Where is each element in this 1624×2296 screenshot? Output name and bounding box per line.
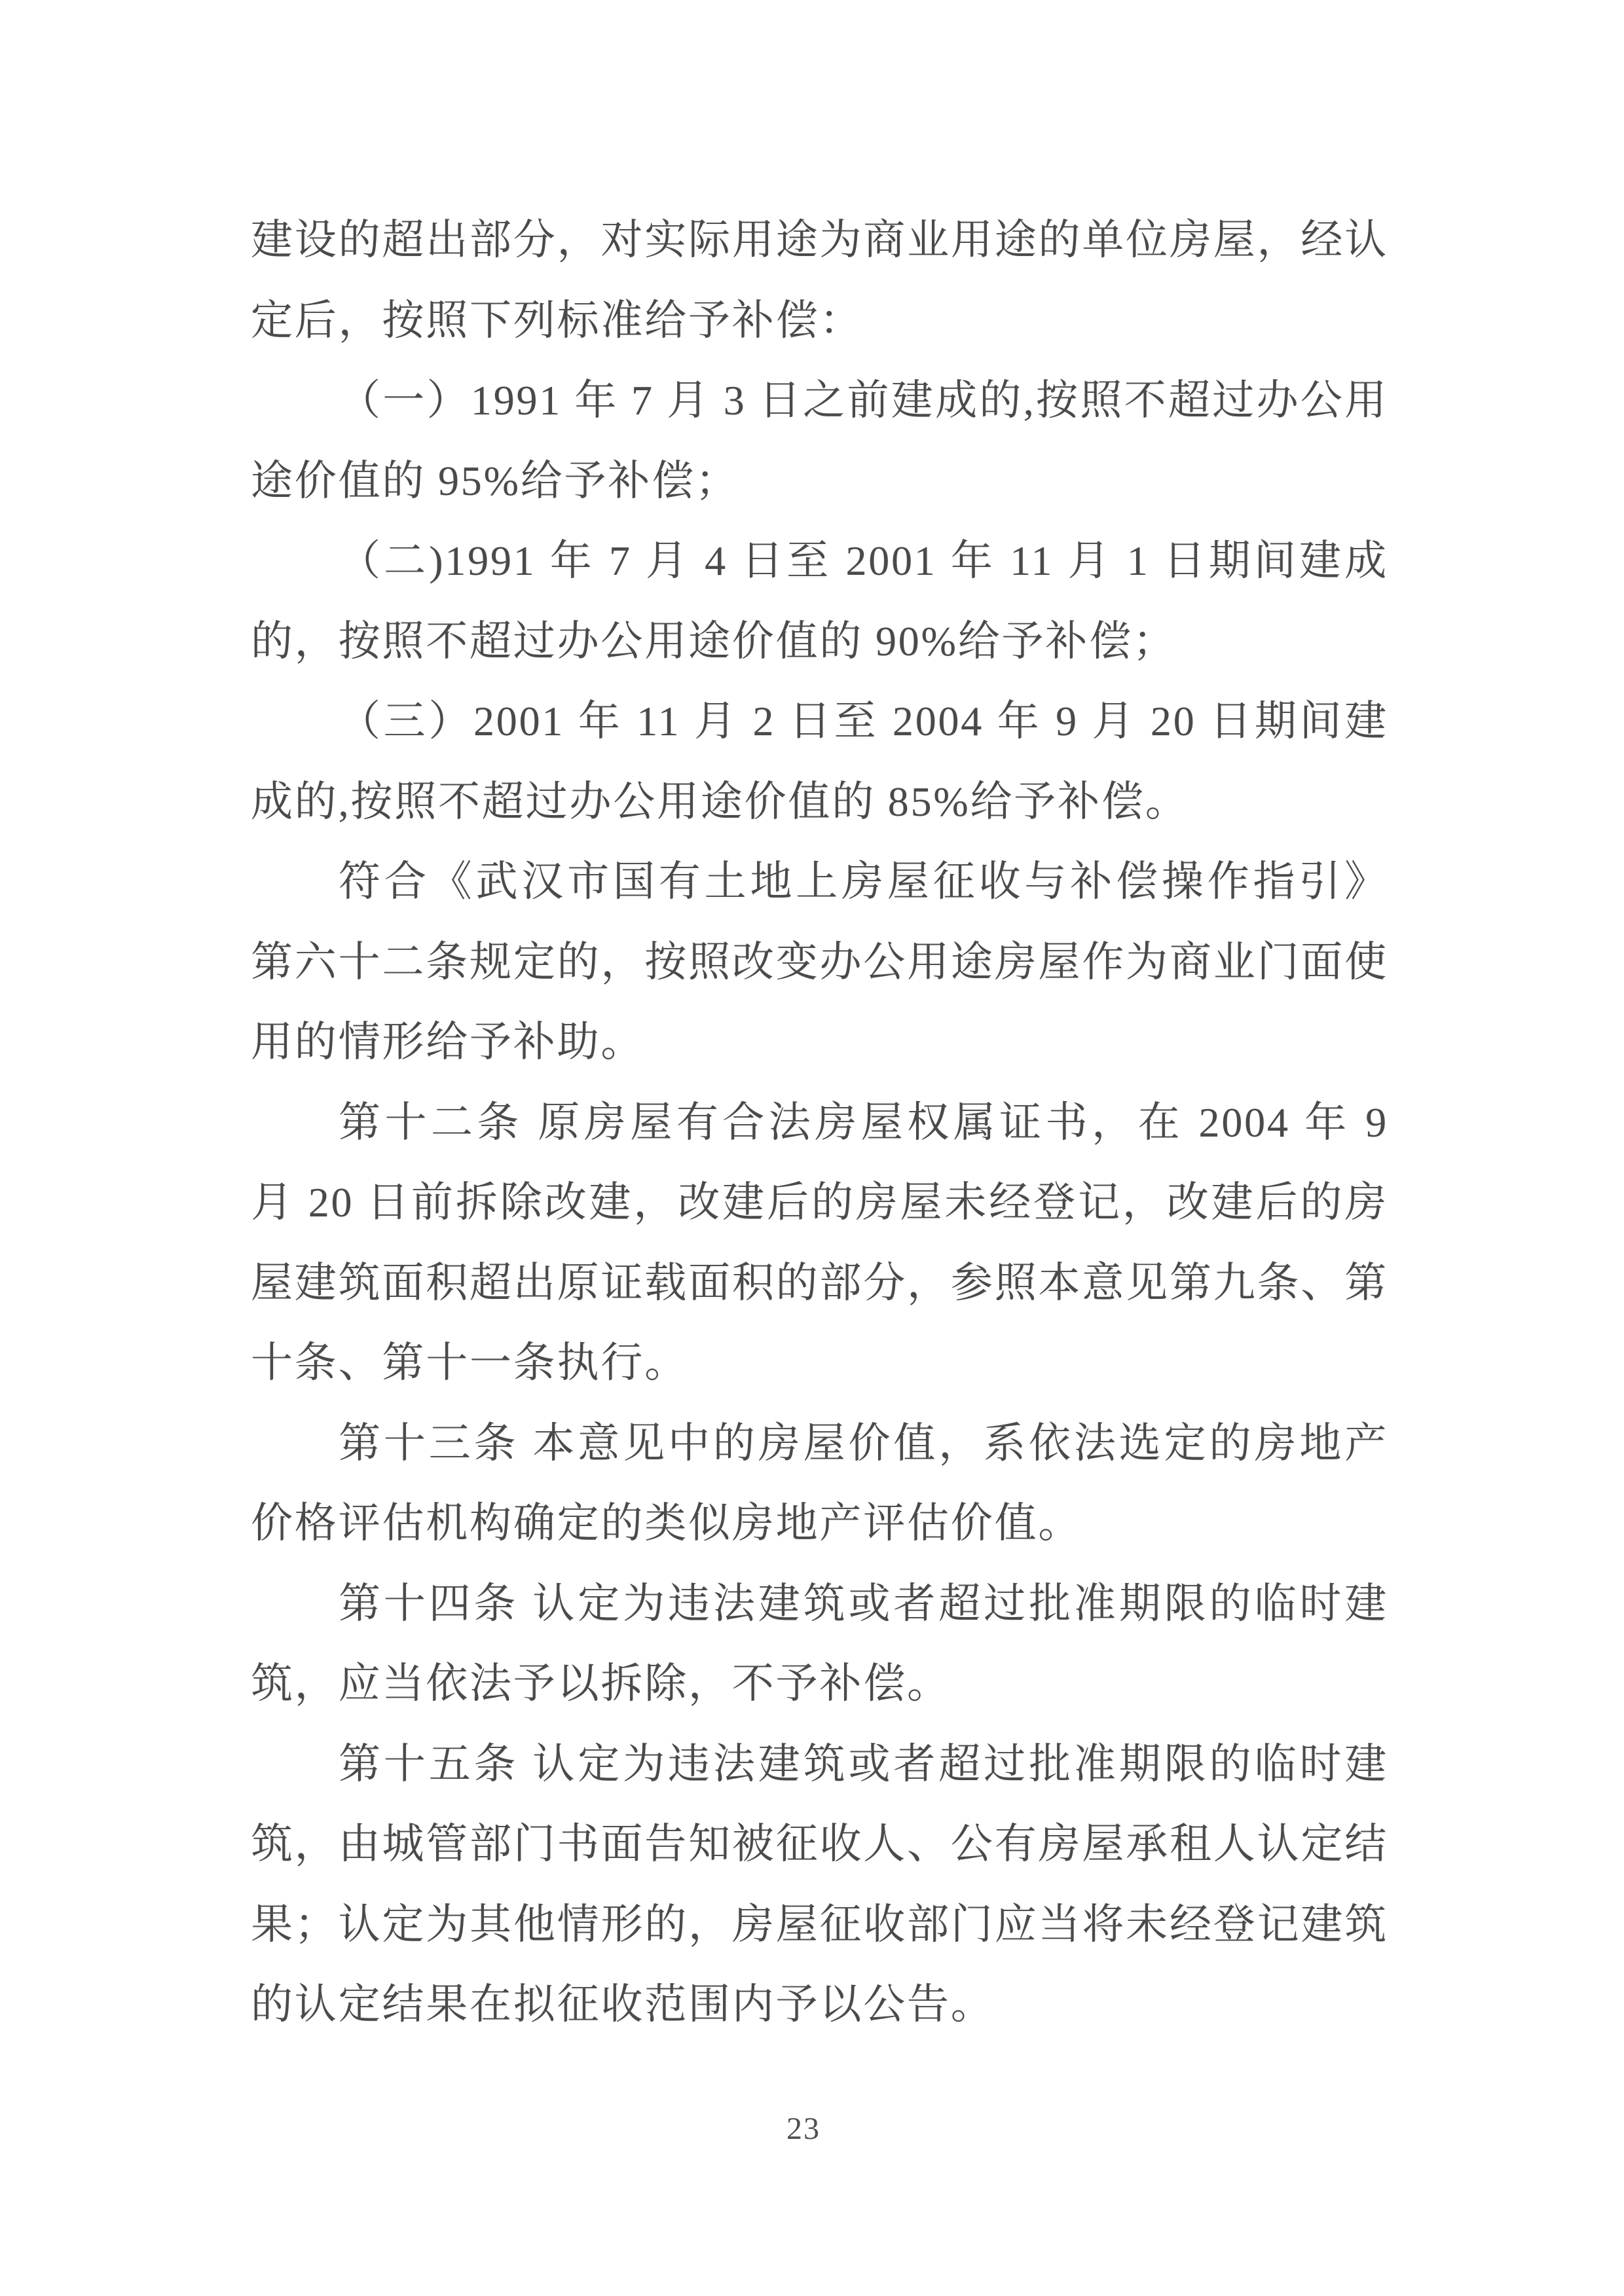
paragraph-item-1: （一）1991 年 7 月 3 日之前建成的,按照不超过办公用途价值的 95%给予补偿； (251, 377, 1388, 504)
paragraph-article-14: 第十四条 认定为违法建筑或者超过批准期限的临时建筑，应当依法予以拆除，不予补偿。 (251, 1580, 1388, 1707)
paragraph-item-2: （二)1991 年 7 月 4 日至 2001 年 11 月 1 日期间建成的，按照不超过办公用途价值的 90%给予补偿； (251, 538, 1388, 665)
paragraph-article-13: 第十三条 本意见中的房屋价值，系依法选定的房地产价格评估机构确定的类似房地产评估价值。 (251, 1419, 1388, 1546)
paragraph-guideline: 符合《武汉市国有土地上房屋征收与补偿操作指引》第六十二条规定的，按照改变办公用途房屋作为商业门面使用的情形给予补助。 (251, 858, 1388, 1065)
paragraph-continued-intro: 建设的超出部分，对实际用途为商业用途的单位房屋，经认定后，按照下列标准给予补偿： (251, 217, 1388, 344)
document-text-block (251, 200, 1388, 2045)
paragraph-item-3: （三）2001 年 11 月 2 日至 2004 年 9 月 20 日期间建成的,按照不超过办公用途价值的 85%给予补偿。 (251, 698, 1388, 825)
paragraph-article-15: 第十五条 认定为违法建筑或者超过批准期限的临时建筑，由城管部门书面告知被征收人、公有房屋承租人认定结果；认定为其他情形的，房屋征收部门应当将未经登记建筑的认定结果在拟征收范围内予以公告。 (251, 1740, 1388, 2028)
paragraph-article-12: 第十二条 原房屋有合法房屋权属证书，在 2004 年 9 月 20 日前拆除改建，改建后的房屋未经登记，改建后的房屋建筑面积超出原证载面积的部分，参照本意见第九条、第十条、第十一条执行。 (251, 1099, 1388, 1386)
page-number: 23 (786, 2111, 821, 2146)
